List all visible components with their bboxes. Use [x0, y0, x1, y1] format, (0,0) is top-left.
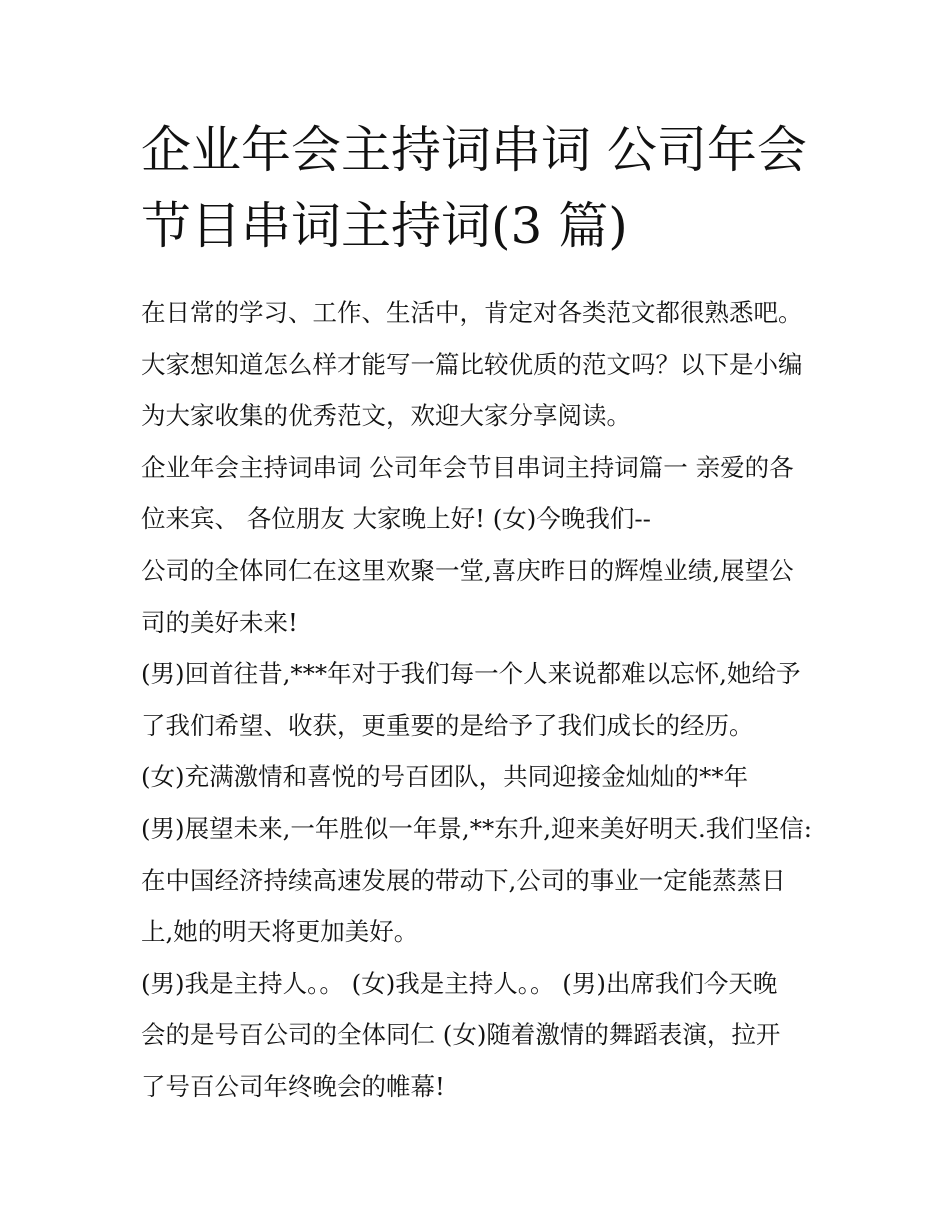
document-title [141, 112, 821, 264]
body-line: (男)回首往昔,***年对于我们每一个人来说都难以忘怀,她给予 [141, 659, 801, 689]
body-line: 为大家收集的优秀范文，欢迎大家分享阅读。 [141, 401, 631, 431]
body-line: 了号百公司年终晚会的帷幕! [141, 1071, 445, 1101]
body-line: 位来宾、 各位朋友 大家晚上好! (女)今晚我们-- [141, 504, 651, 534]
body-line: 会的是号百公司的全体同仁 (女)随着激情的舞蹈表演，拉开 [141, 1020, 781, 1050]
body-line: 了我们希望、收获，更重要的是给予了我们成长的经历。 [141, 710, 754, 740]
body-line: 在日常的学习、工作、生活中，肯定对各类范文都很熟悉吧。 [141, 298, 803, 327]
body-line: (男)展望未来,一年胜似一年景,**东升,迎来美好明天.我们坚信: [141, 813, 813, 843]
document-body [141, 287, 821, 1113]
body-line: (女)充满激情和喜悦的号百团队，共同迎接金灿灿的**年 [141, 762, 749, 792]
body-line: 上,她的明天将更加美好。 [141, 917, 419, 947]
title-line-1: 企业年会主持词串词 公司年会 [141, 121, 807, 179]
body-line: (男)我是主持人。。 (女)我是主持人。。 (男)出席我们今天晚 [141, 968, 778, 998]
body-line: 大家想知道怎么样才能写一篇比较优质的范文吗？以下是小编 [141, 349, 803, 379]
body-line: 企业年会主持词串词 公司年会节目串词主持词篇一 亲爱的各 [141, 452, 794, 482]
body-line: 在中国经济持续高速发展的带动下,公司的事业一定能蒸蒸日 [141, 865, 786, 895]
document-page [141, 112, 821, 1113]
body-line: 司的美好未来! [141, 607, 298, 637]
title-line-2: 节目串词主持词(3 篇) [141, 197, 628, 255]
body-line: 公司的全体同仁在这里欢聚一堂,喜庆昨日的辉煌业绩,展望公 [141, 555, 794, 585]
